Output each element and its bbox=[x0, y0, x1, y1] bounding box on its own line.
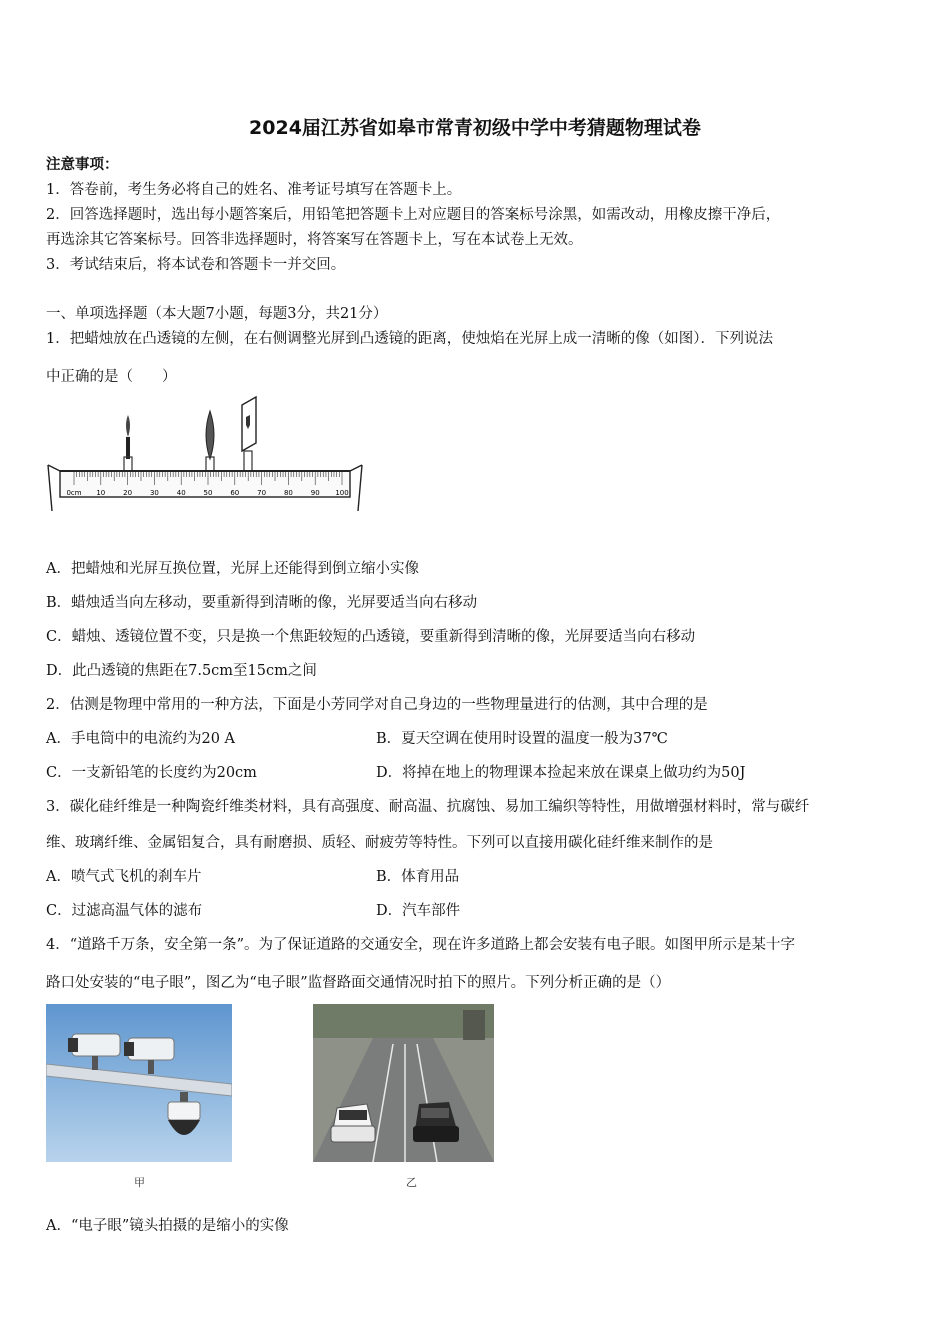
notice-item: 3．考试结束后，将本试卷和答题卡一并交回。 bbox=[46, 257, 346, 273]
notice-item: 1．答卷前，考生务必将自己的姓名、准考证号填写在答题卡上。 bbox=[46, 182, 462, 198]
ruler-label: 40 bbox=[176, 489, 186, 497]
ruler-label: 20 bbox=[123, 489, 133, 497]
white-car-icon bbox=[331, 1104, 375, 1142]
notice-heading: 注意事项： bbox=[46, 156, 119, 173]
option-d: D．此凸透镜的焦距在7.5cm至15cm之间 bbox=[46, 663, 317, 679]
road-photo bbox=[313, 1004, 494, 1162]
notice-item: 再选涂其它答案标号。回答非选择题时，将答案写在答题卡上，写在本试卷上无效。 bbox=[46, 232, 583, 248]
option-c: C．蜡烛、透镜位置不变，只是换一个焦距较短的凸透镜，要重新得到清晰的像，光屏要适当向右移动 bbox=[46, 629, 696, 645]
page-title: 2024届江苏省如皋市常青初级中学中考猜题物理试卷 bbox=[249, 117, 701, 139]
candle-icon bbox=[124, 415, 132, 471]
section-heading: 一、单项选择题（本大题7小题，每题3分，共21分） bbox=[46, 306, 388, 322]
question-1-stem: 中正确的是（ ） bbox=[46, 369, 177, 385]
ruler-label: 60 bbox=[230, 489, 240, 497]
ruler-label: 70 bbox=[257, 489, 267, 497]
option-c: C．一支新铅笔的长度约为20cm bbox=[46, 765, 257, 781]
ruler-label: 0cm bbox=[66, 489, 82, 497]
figure-caption-a: 甲 bbox=[134, 1176, 145, 1189]
option-b: B．蜡烛适当向左移动，要重新得到清晰的像，光屏要适当向右移动 bbox=[46, 595, 478, 611]
question-4-stem: 路口处安装的“电子眼”，图乙为“电子眼”监督路面交通情况时拍下的照片。下列分析正确的是（） bbox=[46, 975, 671, 991]
option-b: B．体育用品 bbox=[376, 869, 460, 885]
option-d: D．将掉在地上的物理课本捡起来放在课桌上做功约为50J bbox=[376, 765, 746, 781]
ruler-label: 30 bbox=[149, 489, 159, 497]
option-a: A．手电筒中的电流约为20 A bbox=[46, 731, 236, 747]
question-1-stem: 1．把蜡烛放在凸透镜的左侧，在右侧调整光屏到凸透镜的距离，使烛焰在光屏上成一清晰的像（如图）．下列说法 bbox=[46, 331, 773, 347]
option-a: A．把蜡烛和光屏互换位置，光屏上还能得到倒立缩小实像 bbox=[46, 561, 419, 577]
convex-lens-icon bbox=[206, 411, 214, 471]
option-d: D．汽车部件 bbox=[376, 903, 461, 919]
light-screen-icon bbox=[242, 397, 256, 471]
option-b: B．夏天空调在使用时设置的温度一般为37℃ bbox=[376, 731, 668, 747]
question-3-stem: 3．碳化硅纤维是一种陶瓷纤维类材料，具有高强度、耐高温、抗腐蚀、易加工编织等特性，用做增强材料时，常与碳纤 bbox=[46, 799, 810, 815]
question-4-stem: 4．“道路千万条，安全第一条”。为了保证道路的交通安全，现在许多道路上都会安装有电子眼。如图甲所示是某十字 bbox=[46, 937, 796, 953]
notice-item: 2．回答选择题时，选出每小题答案后，用铅笔把答题卡上对应题目的答案标号涂黑，如需改动，用橡皮擦干净后， bbox=[46, 207, 781, 223]
ruler-label: 10 bbox=[96, 489, 106, 497]
traffic-camera-photo bbox=[46, 1004, 232, 1162]
option-c: C．过滤高温气体的滤布 bbox=[46, 903, 203, 919]
option-a: A．“电子眼”镜头拍摄的是缩小的实像 bbox=[46, 1218, 289, 1234]
ruler-label: 100 bbox=[335, 489, 349, 497]
ruler-label: 80 bbox=[283, 489, 293, 497]
question-3-stem: 维、玻璃纤维、金属铝复合，具有耐磨损、质轻、耐疲劳等特性。下列可以直接用碳化硅纤维来制作的是 bbox=[46, 835, 713, 851]
ruler-label: 90 bbox=[310, 489, 320, 497]
option-a: A．喷气式飞机的刹车片 bbox=[46, 869, 202, 885]
question-2-stem: 2．估测是物理中常用的一种方法，下面是小芳同学对自己身边的一些物理量进行的估测，其中合理的是 bbox=[46, 697, 708, 713]
optical-bench-figure bbox=[44, 395, 374, 517]
ruler-label: 50 bbox=[203, 489, 213, 497]
figure-caption-b: 乙 bbox=[406, 1176, 417, 1189]
